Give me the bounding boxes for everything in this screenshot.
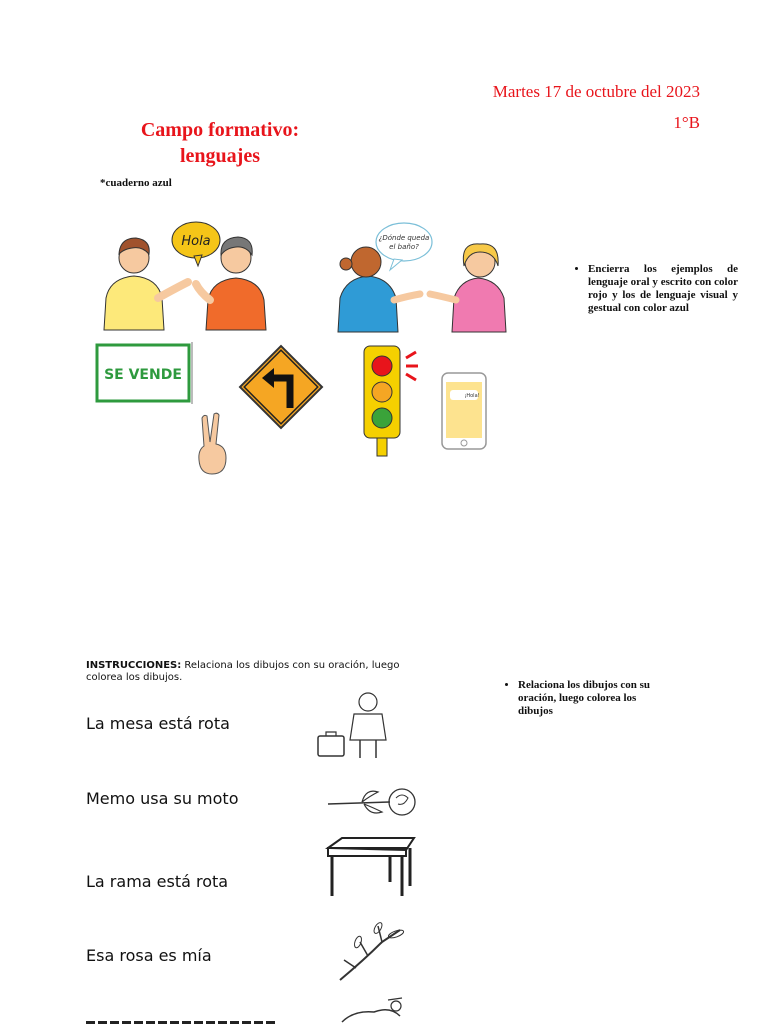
title-line-1: Campo formativo:	[140, 119, 300, 141]
girls-talking-illustration	[328, 222, 514, 332]
peace-hand-gesture	[196, 412, 232, 476]
notebook-note: *cuaderno azul	[100, 177, 172, 189]
sentence-4: Esa rosa es mía	[86, 946, 212, 965]
sentence-1: La mesa está rota	[86, 714, 230, 733]
instruction-1	[570, 263, 738, 315]
bubble-question-line-2: el baño?	[389, 243, 419, 251]
cut-off-sentence	[86, 1019, 276, 1024]
person-with-suitcase-drawing	[314, 690, 394, 762]
boys-talking-illustration	[96, 218, 276, 330]
sentence-3: La rama está rota	[86, 872, 229, 891]
worksheet-text: Relaciona los dibujos con su oración, luego colorea los dibujos.	[86, 660, 400, 683]
instruction-1-text: • Encierra los ejemplos de lenguaje oral y escrito con color rojo y los de lenguaje visual y gestual con color azul	[588, 263, 738, 315]
worksheet-instructions	[86, 660, 436, 684]
table-drawing	[322, 836, 418, 900]
instruction-2	[500, 679, 670, 718]
instruction-2-text: • Relaciona los dibujos con su oración, luego colorea los dibujos	[518, 679, 670, 718]
motorcycle-drawing-partial	[334, 996, 414, 1024]
sentence-2: Memo usa su moto	[86, 789, 239, 808]
bubble-hola-text: Hola	[181, 234, 211, 249]
rose-drawing	[326, 780, 418, 822]
grade-label: 1°B	[673, 113, 700, 132]
phone-message-illustration	[441, 372, 487, 450]
phone-text: ¡Hola!	[464, 393, 480, 399]
title-line-2: lenguajes	[180, 145, 260, 167]
bubble-question-line-1: ¿Dónde queda	[378, 234, 430, 242]
traffic-light-illustration	[360, 344, 422, 456]
branch-drawing	[334, 920, 410, 986]
date-header: Martes 17 de octubre del 2023	[492, 82, 700, 101]
page-title	[100, 117, 340, 169]
sign-text: SE VENDE	[104, 367, 182, 383]
for-sale-sign	[96, 342, 196, 404]
turn-left-road-sign	[232, 338, 330, 436]
worksheet-label: INSTRUCCIONES:	[86, 660, 182, 671]
